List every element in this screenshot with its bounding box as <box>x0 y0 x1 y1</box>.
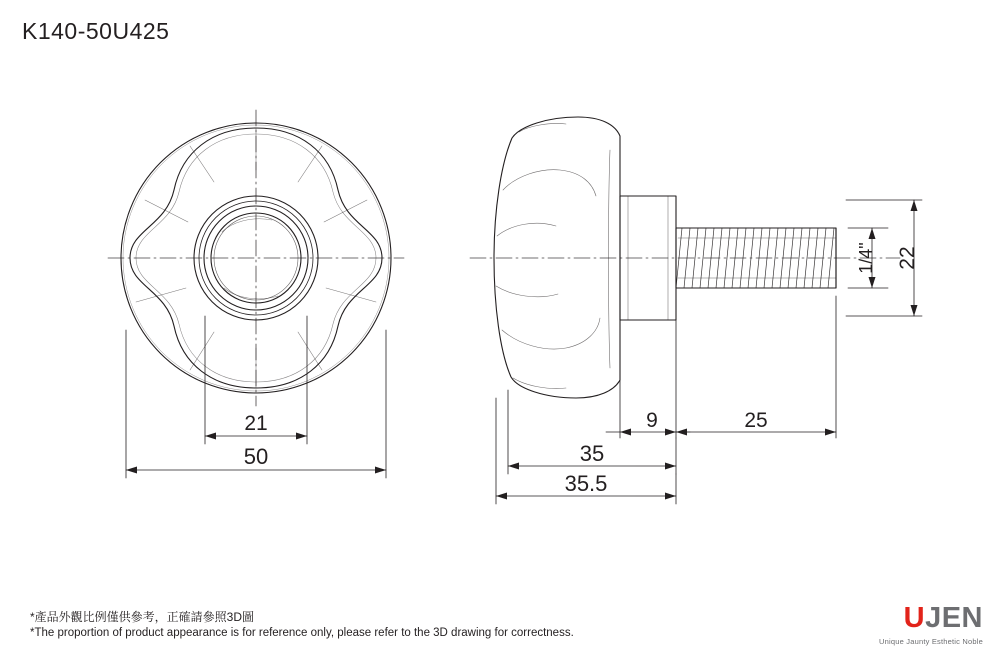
knob-body-outline <box>494 117 620 398</box>
dimension-label-25: 25 <box>744 409 768 432</box>
note-english: *The proportion of product appearance is for reference only, please refer to the 3D drawing for correctness. <box>30 627 574 639</box>
knob-body-shading <box>496 123 610 388</box>
dimension-label-22: 22 <box>896 246 919 270</box>
dimension-label-21: 21 <box>244 412 268 435</box>
dimension-label-quarter-inch: 1/4" <box>856 242 876 274</box>
note-chinese: *產品外觀比例僅供參考，正確請參照3D圖 <box>30 610 255 624</box>
dimension-label-50: 50 <box>243 444 269 469</box>
dimension-label-35-5: 35.5 <box>564 471 608 496</box>
dimension-label-35: 35 <box>579 441 605 466</box>
brand-logo <box>835 604 983 646</box>
dimension-label-9: 9 <box>646 409 658 432</box>
side-view <box>470 117 900 398</box>
front-view <box>108 110 404 406</box>
logo-wordmark <box>835 604 983 633</box>
logo-letters-jen: JEN <box>925 602 983 634</box>
page-title: K140-50U425 <box>22 18 170 44</box>
logo-tagline: Unique Jaunty Esthetic Noble <box>879 637 983 646</box>
logo-letter-u: U <box>903 602 926 634</box>
